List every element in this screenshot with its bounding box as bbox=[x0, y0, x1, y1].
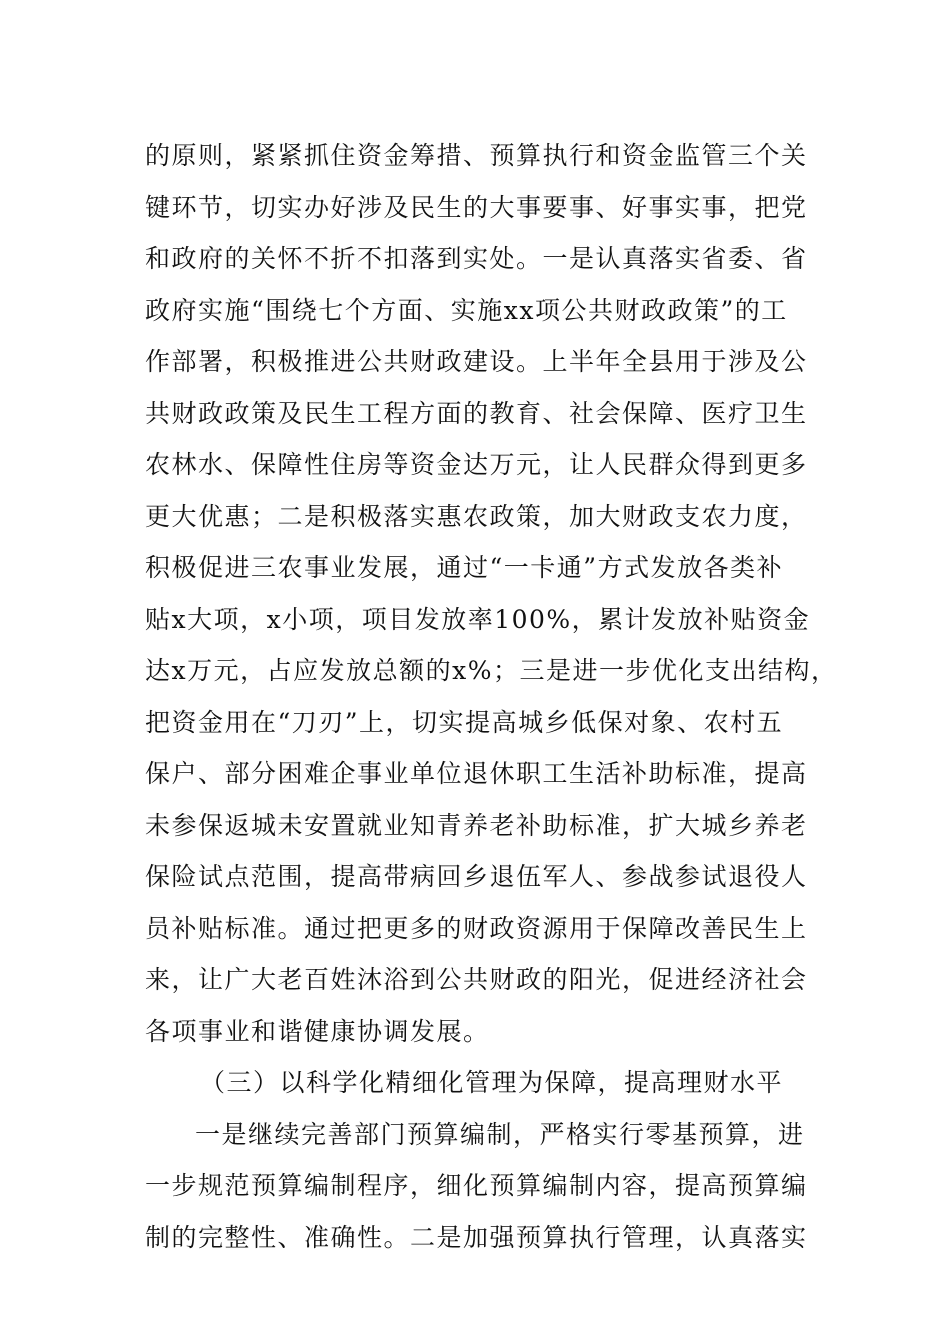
paragraph-line: 各项事业和谐健康协调发展。 bbox=[145, 1016, 490, 1046]
paragraph-line: 的原则，紧紧抓住资金筹措、预算执行和资金监管三个关 bbox=[145, 141, 808, 170]
paragraph-line: 积极促进三农事业发展，通过“一卡通”方式发放各类补 bbox=[145, 553, 784, 582]
paragraph-line: 作部署，积极推进公共财政建设。上半年全县用于涉及公 bbox=[145, 347, 808, 376]
paragraph-line: 员补贴标准。通过把更多的财政资源用于保障改善民生上 bbox=[145, 913, 808, 943]
paragraph-line: 农林水、保障性住房等资金达万元，让人民群众得到更多 bbox=[145, 450, 808, 479]
paragraph-line: 政府实施“围绕七个方面、实施xx项公共财政政策”的工 bbox=[145, 295, 788, 325]
paragraph-line: 键环节，切实办好涉及民生的大事要事、好事实事，把党 bbox=[145, 192, 808, 222]
section-paragraph-line: 制的完整性、准确性。二是加强预算执行管理，认真落实 bbox=[145, 1222, 808, 1252]
paragraph-line: 保户、部分困难企事业单位退休职工生活补助标准，提高 bbox=[145, 759, 808, 788]
paragraph-line: 来，让广大老百姓沐浴到公共财政的阳光，促进经济社会 bbox=[145, 965, 808, 994]
paragraph-line: 贴x大项，x小项，项目发放率100%，累计发放补贴资金 bbox=[145, 604, 811, 634]
body-text bbox=[145, 130, 838, 1263]
section-paragraph-line: 一步规范预算编制程序，细化预算编制内容，提高预算编 bbox=[145, 1171, 808, 1200]
paragraph-line: 达x万元，占应发放总额的x%；三是进一步优化支出结构， bbox=[145, 656, 838, 685]
paragraph-line: 更大优惠；二是积极落实惠农政策，加大财政支农力度， bbox=[145, 501, 808, 531]
section-heading: （三）以科学化精细化管理为保障，提高理财水平 bbox=[200, 1068, 784, 1097]
paragraph-line: 和政府的关怀不折不扣落到实处。一是认真落实省委、省 bbox=[145, 244, 808, 273]
paragraph-line: 共财政政策及民生工程方面的教育、社会保障、医疗卫生 bbox=[145, 398, 808, 428]
paragraph-line: 把资金用在“刀刃”上，切实提高城乡低保对象、农村五 bbox=[145, 707, 784, 737]
paragraph-line: 保险试点范围，提高带病回乡退伍军人、参战参试退役人 bbox=[145, 862, 808, 891]
paragraph-line: 未参保返城未安置就业知青养老补助标准，扩大城乡养老 bbox=[145, 810, 808, 840]
section-paragraph-line: 一是继续完善部门预算编制，严格实行零基预算，进 bbox=[195, 1119, 805, 1149]
